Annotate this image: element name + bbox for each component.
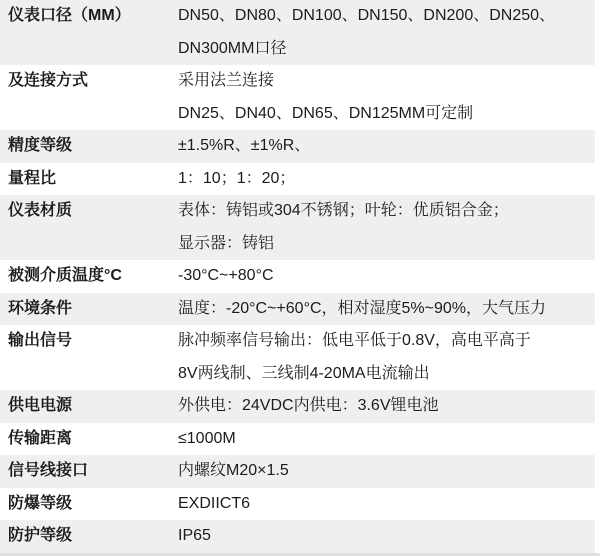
spec-label: 仪表材质 <box>8 202 73 219</box>
spec-value-line: DN25、DN40、DN65、DN125MM可定制 <box>178 104 474 122</box>
spec-value-line: DN300MM口径 <box>178 39 287 57</box>
spec-label: 供电电源 <box>8 397 73 414</box>
bottom-divider-bar <box>0 553 600 556</box>
spec-row-output-signal <box>0 325 595 390</box>
spec-value <box>178 260 595 293</box>
spec-label: 量程比 <box>8 169 57 187</box>
spec-value <box>178 0 595 65</box>
spec-label: 信号线接口 <box>8 462 89 479</box>
spec-row-medium-temperature <box>0 260 595 293</box>
spec-value <box>178 65 595 130</box>
spec-label: 传输距离 <box>8 429 73 447</box>
spec-value-line: 内螺纹M20×1.5 <box>178 462 289 479</box>
spec-value-line: EXDIICT6 <box>178 494 251 512</box>
spec-value-line: -30°C~+80°C <box>178 267 274 284</box>
spec-row-meter-diameter <box>0 0 595 65</box>
spec-value-line: ±1.5%R、±1%R、 <box>178 137 311 154</box>
spec-value-line: 表体：铸铝或304不锈钢；叶轮：优质铝合金； <box>178 202 509 219</box>
spec-row-signal-cable-port <box>0 455 595 488</box>
spec-value <box>178 520 595 553</box>
spec-value-line: 温度：-20°C~+60°C，相对湿度5%~90%，大气压力 <box>178 299 547 317</box>
spec-label: 输出信号 <box>8 332 73 349</box>
spec-value-line: IP65 <box>178 527 211 544</box>
spec-value-line: 脉冲频率信号输出：低电平低于0.8V，高电平高于 <box>178 332 531 349</box>
spec-row-protection-rating <box>0 520 595 553</box>
spec-label: 仪表口径（MM） <box>8 7 131 24</box>
spec-value <box>178 423 595 456</box>
spec-label: 防爆等级 <box>8 494 73 512</box>
spec-value <box>178 488 595 521</box>
spec-value-line: 8V两线制、三线制4-20MA电流输出 <box>178 364 430 382</box>
spec-value-line: 采用法兰连接 <box>178 72 275 89</box>
spec-value <box>178 195 595 260</box>
spec-value-line: 显示器：铸铝 <box>178 234 275 252</box>
spec-value-line: DN50、DN80、DN100、DN150、DN200、DN250、 <box>178 7 556 24</box>
spec-value-line: 1：10；1：20； <box>178 169 296 187</box>
spec-value <box>178 455 595 488</box>
spec-row-explosion-proof-rating <box>0 488 595 521</box>
spec-label: 精度等级 <box>8 137 73 154</box>
spec-label: 被测介质温度°C <box>8 267 122 284</box>
spec-value <box>178 325 595 390</box>
spec-row-turndown-ratio <box>0 163 595 196</box>
spec-label: 环境条件 <box>8 299 73 317</box>
spec-row-transmission-distance <box>0 423 595 456</box>
spec-value-line: 外供电：24VDC内供电：3.6V锂电池 <box>178 397 439 414</box>
spec-value <box>178 390 595 423</box>
spec-row-connection-type <box>0 65 595 130</box>
spec-row-environment-conditions <box>0 293 595 326</box>
spec-value-line: ≤1000M <box>178 429 236 447</box>
spec-row-meter-material <box>0 195 595 260</box>
spec-label: 防护等级 <box>8 527 73 544</box>
spec-value <box>178 130 595 163</box>
spec-row-accuracy-class <box>0 130 595 163</box>
spec-row-power-supply <box>0 390 595 423</box>
spec-label: 及连接方式 <box>8 72 89 89</box>
spec-value <box>178 293 595 326</box>
spec-value <box>178 163 595 196</box>
